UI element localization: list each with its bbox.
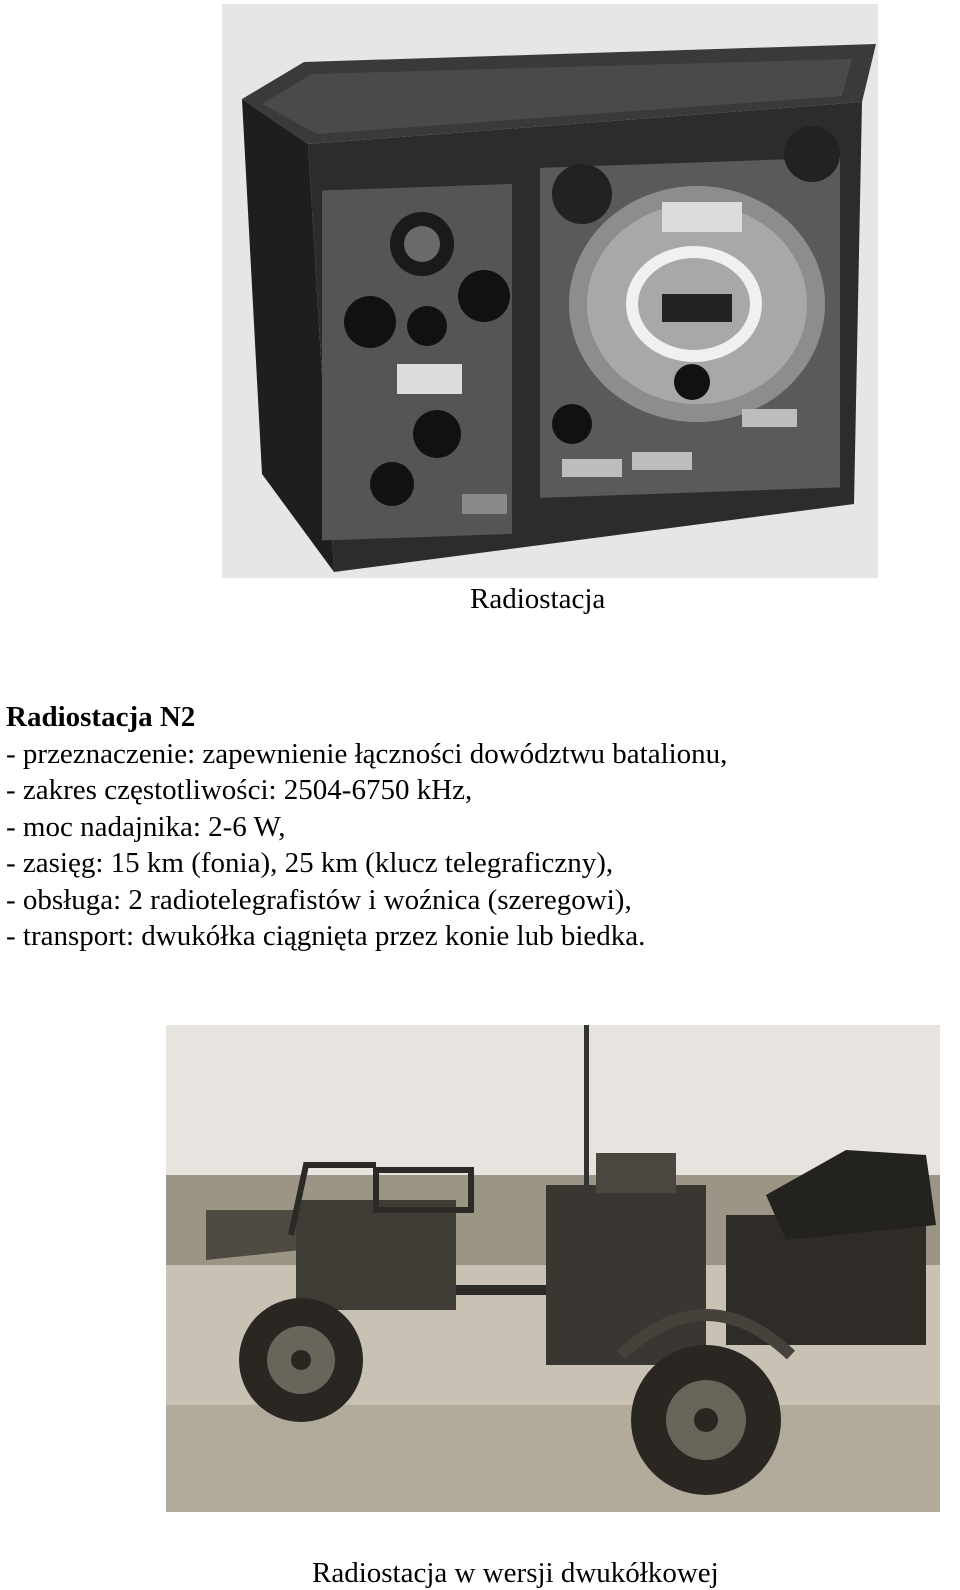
spec-item-range: - zasięg: 15 km (fonia), 25 km (klucz telegraficzny), [6, 847, 614, 879]
radio-set-illustration [222, 4, 878, 578]
radio-set-photo [222, 4, 878, 578]
spec-item-purpose: - przeznaczenie: zapewnienie łączności dowództwu batalionu, [6, 737, 728, 770]
spec-item-frequency-range: - zakres częstotliwości: 2504-6750 kHz, [6, 774, 473, 806]
spec-list [6, 736, 946, 955]
cart-photo [166, 1025, 940, 1512]
cart-caption: Radiostacja w wersji dwukółkowej [312, 1557, 719, 1589]
radio-set-caption: Radiostacja [470, 583, 606, 615]
spec-title: Radiostacja N2 [6, 701, 196, 733]
spec-section [6, 699, 946, 955]
spec-item-transmitter-power: - moc nadajnika: 2-6 W, [6, 810, 286, 843]
spec-item-transport: - transport: dwukółka ciągnięta przez konie lub biedka. [6, 920, 646, 952]
spec-item-crew: - obsługa: 2 radiotelegrafistów i woźnica (szeregowi), [6, 883, 632, 916]
cart-illustration [166, 1025, 940, 1512]
